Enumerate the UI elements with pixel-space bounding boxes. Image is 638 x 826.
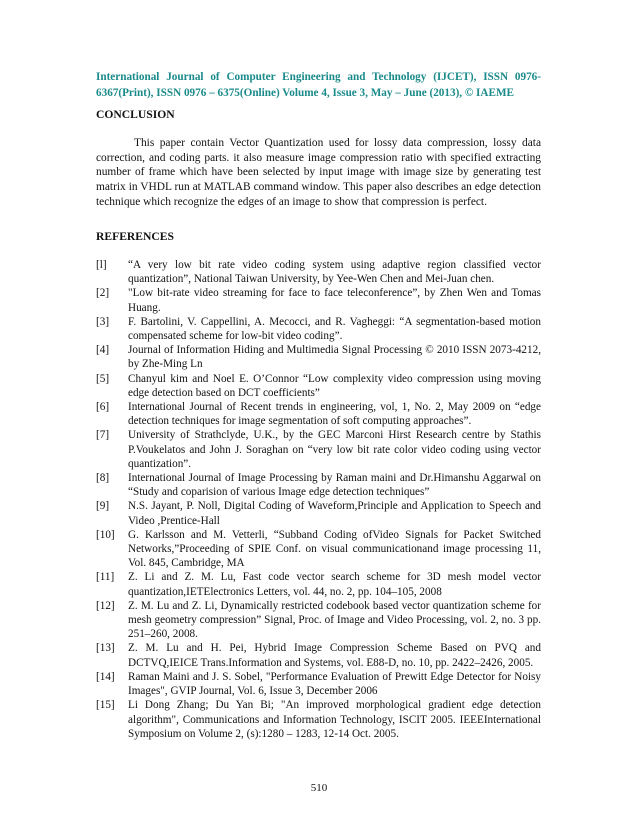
reference-item [96,499,541,527]
reference-number: [13] [96,642,115,655]
reference-item [96,471,541,499]
reference-item [96,528,541,571]
reference-item [96,641,541,669]
reference-number: [12] [96,599,115,612]
journal-header: International Journal of Computer Engineering and Technology (IJCET), ISSN 0976-6367(Print), ISSN 0976 – 6375(Online) Volume 4, Issue 3, May – June (2013), © IAEME [96,71,541,99]
reference-item [96,570,541,598]
reference-number: [11] [96,571,115,584]
reference-number: [5] [96,372,110,385]
reference-number: [7] [96,429,110,442]
reference-number: [9] [96,500,110,513]
reference-text: N.S. Jayant, P. Noll, Digital Coding of Waveform,Principle and Application to Speech and Video ,Prentice-Hall [128,500,541,527]
reference-text: G. Karlsson and M. Vetterli, “Subband Coding ofVideo Signals for Packet Switched Networks,”Proceeding of SPIE Conf. on visual communicationand image processing 11, Vol. 845, Cambridge, MA [128,528,541,570]
reference-number: [8] [96,472,110,485]
reference-number: [4] [96,344,110,357]
reference-number: [3] [96,315,110,328]
reference-number: [15] [96,699,115,712]
reference-text: Chanyul kim and Noel E. O’Connor “Low complexity video compression using moving edge detection based on DCT coefficients” [128,372,541,399]
reference-text: International Journal of Recent trends in engineering, vol, 1, No. 2, May 2009 on “edge detection techniques for image segmentation of soft computing approaches”. [128,401,541,428]
reference-item [96,372,541,400]
reference-text: Li Dong Zhang; Du Yan Bi; "An improved morphological gradient edge detection algorithm", Communications and Information Technology, ISCIT 2005. IEEEInternational Symposium on Volume 2, (s):1280 – 1283, 12-14 Oct. 2005. [128,699,541,740]
reference-number: [6] [96,401,110,414]
reference-text: F. Bartolini, V. Cappellini, A. Mecocci, and R. Vagheggi: “A segmentation-based motion compensated scheme for low-bit video coding”. [128,315,541,343]
reference-item [96,400,541,428]
reference-number: [l] [96,259,107,271]
reference-number: [2] [96,287,110,300]
reference-text: International Journal of Image Processing by Raman maini and Dr.Himanshu Aggarwal on “Study and coparision of various Image edge detection techniques” [128,472,541,499]
reference-text: “A very low bit rate video coding system using adaptive region classified vector quantization”, National Taiwan University, by Yee-Wen Chen and Mei-Juan chen. [128,259,541,286]
reference-text: Raman Maini and J. S. Sobel, "Performance Evaluation of Prewitt Edge Detector for Noisy Images", GVIP Journal, Vol. 6, Issue 3, December 2006 [128,670,541,698]
conclusion-paragraph: This paper contain Vector Quantization used for lossy data compression, lossy data correction, and coding parts. it also measure image compression ratio with specified extracting number of frame which have been selected by input image with image size by generating test matrix in VHDL run at MATLAB command window. This paper also describes an edge detection technique which recognize the edges of an image to show that compression is perfect. [96,137,541,208]
reference-text: Z. M. Lu and Z. Li, Dynamically restricted codebook based vector quantization scheme for mesh geometry compression” Signal, Proc. of Image and Video Processing, vol. 2, no. 3 pp. 251–260, 2008. [128,599,541,641]
references-heading: REFERENCES [96,230,174,243]
reference-item [96,286,541,314]
reference-item [96,670,541,698]
reference-item [96,315,541,343]
reference-item [96,258,541,286]
reference-text: Z. M. Lu and H. Pei, Hybrid Image Compression Scheme Based on PVQ and DCTVQ,IEICE Trans.Information and Systems, vol. E88-D, no. 10, pp. 2422–2426, 2005. [128,642,541,669]
reference-item [96,428,541,471]
conclusion-heading: CONCLUSION [96,108,175,121]
reference-text: University of Strathclyde, U.K., by the GEC Marconi Hirst Research centre by Stathis P.Voukelatos and John J. Soraghan on “very low bit rate color video coding using vector quantization”. [128,429,541,470]
reference-text: Z. Li and Z. M. Lu, Fast code vector search scheme for 3D mesh model vector quantization,IETElectronics Letters, vol. 44, no. 2, pp. 104–105, 2008 [128,571,541,598]
page-number: 510 [310,782,328,794]
reference-item [96,343,541,371]
reference-number: [10] [96,528,115,541]
reference-number: [14] [96,670,115,683]
reference-text: Journal of Information Hiding and Multimedia Signal Processing © 2010 ISSN 2073-4212, by Zhe-Ming Ln [128,344,541,371]
reference-item [96,599,541,642]
references-list [96,258,541,741]
reference-item [96,698,541,741]
reference-text: "Low bit-rate video streaming for face to face teleconference”, by Zhen Wen and Tomas Huang. [128,287,541,314]
